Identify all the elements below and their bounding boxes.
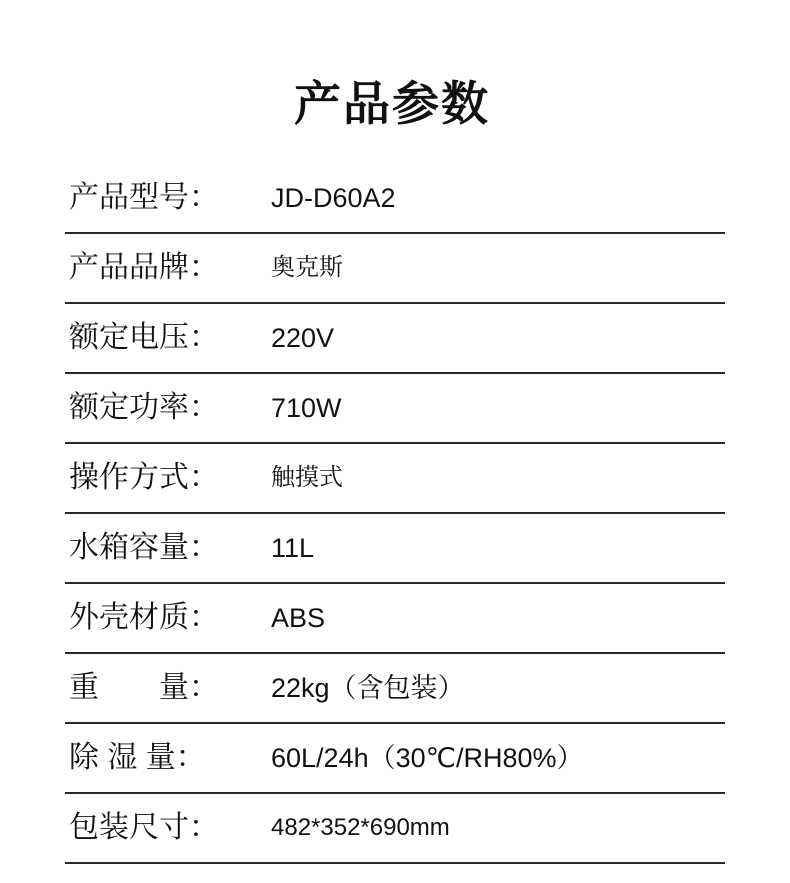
table-row: [65, 233, 725, 303]
table-row: [65, 653, 725, 723]
page-title: 产品参数: [294, 77, 490, 130]
spec-value: 22kg（含包装）: [271, 672, 465, 703]
spec-label: 操作方式：: [69, 460, 219, 494]
table-row: [65, 164, 725, 233]
spec-value: 220V: [271, 322, 335, 353]
spec-label: 除 湿 量：: [69, 740, 206, 774]
table-row: [65, 583, 725, 653]
spec-value: ABS: [271, 602, 326, 633]
spec-value: 482*352*690mm: [271, 813, 450, 841]
spec-label: 水箱容量：: [69, 530, 219, 564]
spec-label: 额定电压：: [69, 320, 219, 354]
table-row: [65, 723, 725, 793]
spec-value: 触摸式: [271, 463, 343, 491]
spec-table-body: [65, 164, 725, 863]
spec-label: 重 量：: [69, 670, 219, 704]
spec-value: 710W: [271, 392, 342, 423]
table-row: [65, 513, 725, 583]
table-row: [65, 443, 725, 513]
spec-label: 产品品牌：: [69, 250, 219, 284]
spec-label: 包装尺寸：: [69, 810, 219, 844]
spec-value: 11L: [271, 532, 315, 563]
spec-table: [65, 164, 725, 864]
table-row: [65, 303, 725, 373]
spec-value: JD-D60A2: [271, 182, 396, 213]
table-row: [65, 793, 725, 863]
spec-value: 60L/24h（30℃/RH80%）: [271, 742, 584, 773]
spec-label: 额定功率：: [69, 390, 219, 424]
spec-label: 外壳材质：: [69, 600, 219, 634]
spec-label: 产品型号：: [69, 180, 219, 214]
spec-value: 奥克斯: [271, 253, 343, 281]
table-row: [65, 373, 725, 443]
